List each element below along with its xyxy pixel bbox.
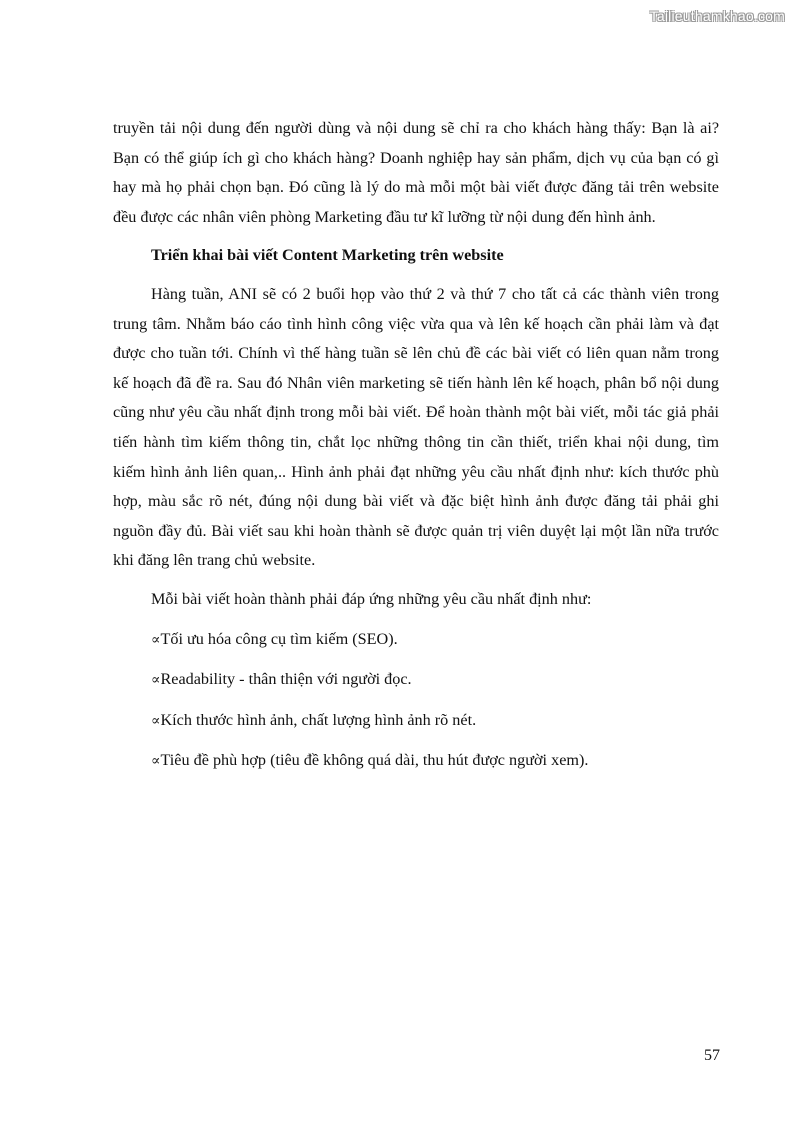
- intro-paragraph: truyền tải nội dung đến người dùng và nội dung sẽ chỉ ra cho khách hàng thấy: Bạn là ai? Bạn có thể giúp ích gì cho khách hàng? Doanh nghiệp hay sản phẩm, dịch vụ của bạn có gì hay mà họ phải chọn bạn. Đó cũng là lý do mà mỗi một bài viết được đăng tải trên website đều được các nhân viên phòng Marketing đầu tư kĩ lưỡng từ nội dung đến hình ảnh.: [113, 119, 719, 226]
- list-item: [113, 665, 719, 696]
- requirement-text: Tiêu đề phù hợp (tiêu đề không quá dài, thu hút được người xem).: [160, 751, 589, 770]
- list-item: [113, 706, 719, 737]
- bullet-icon: ∝: [151, 632, 161, 648]
- list-item: [113, 625, 719, 656]
- document-body: [113, 114, 719, 777]
- section-heading: Triển khai bài viết Content Marketing trên website: [151, 246, 504, 265]
- weekly-process-paragraph: Hàng tuần, ANI sẽ có 2 buổi họp vào thứ 2 và thứ 7 cho tất cả các thành viên trong trung tâm. Nhằm báo cáo tình hình công việc vừa qua và lên kế hoạch cần phải làm và đạt được cho tuần tới. Chính vì thế hàng tuần sẽ lên chủ đề các bài viết có liên quan nằm trong kế hoạch đã đề ra. Sau đó Nhân viên marketing sẽ tiến hành lên kế hoạch, phân bổ nội dung cũng như yêu cầu nhất định trong mỗi bài viết. Để hoàn thành một bài viết, mỗi tác giả phải tiến hành tìm kiếm thông tin, chắt lọc những thông tin cần thiết, triển khai nội dung, tìm kiếm hình ảnh liên quan,.. Hình ảnh phải đạt những yêu cầu nhất định như: kích thước phù hợp, màu sắc rõ nét, đúng nội dung bài viết và đặc biệt hình ảnh được đăng tải phải ghi nguồn đầy đủ. Bài viết sau khi hoàn thành sẽ được quản trị viên duyệt lại một lần nữa trước khi đăng lên trang chủ website.: [113, 284, 719, 570]
- requirements-list: [113, 625, 719, 777]
- bullet-icon: ∝: [151, 754, 161, 770]
- list-item: [113, 746, 719, 777]
- watermark-text: Tailieuthamkhao.com: [649, 8, 785, 24]
- bullet-icon: ∝: [151, 713, 161, 729]
- requirements-intro: Mỗi bài viết hoàn thành phải đáp ứng những yêu cầu nhất định như:: [151, 589, 592, 608]
- page-number: 57: [704, 1047, 720, 1064]
- requirement-text: Tối ưu hóa công cụ tìm kiếm (SEO).: [160, 629, 398, 648]
- requirement-text: Kích thước hình ảnh, chất lượng hình ảnh rõ nét.: [160, 710, 477, 729]
- requirement-text: Readability - thân thiện với người đọc.: [160, 670, 412, 689]
- bullet-icon: ∝: [151, 673, 161, 689]
